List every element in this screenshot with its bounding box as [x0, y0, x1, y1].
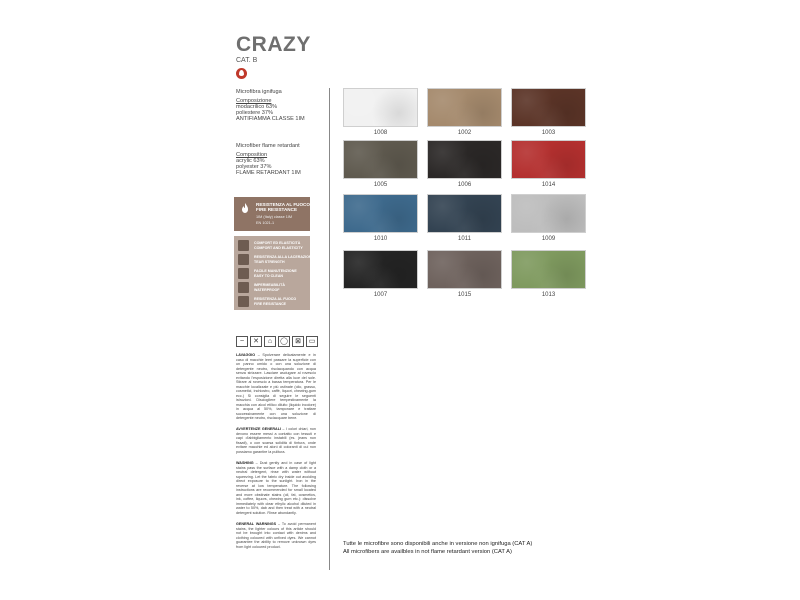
- washing-text: – Dust gently and in case of light stains pass the surface with a damp cloth or a neutral detergent, rinse with water without squeezing. Let the fabric dry inside out avoiding direct exposure to the sunlight. Iron in the reverse at low temperature. The following instructions are recommended for small located and more obstinate stains (oil, fat, cosmetics, ink, coffee, liquors, chewing gum etc.): dissolve immediately with clear ethylic alcohol diluted in water to 50%, dab and then treat with a neutral detergent solution. Rinse abundantly.: [236, 461, 316, 515]
- property-row: [238, 296, 308, 308]
- composition-line-it: poliestere 37%: [236, 110, 274, 116]
- product-title: CRAZY: [236, 33, 311, 56]
- drop-icon: [238, 282, 249, 293]
- flame-icon: [238, 296, 249, 307]
- footer-note-it: Tutte le microfibre sono disponibili anche in versione non ignifuga (CAT A): [343, 541, 533, 547]
- avvertenze-text: – I colori chiari, non devono essere messi a contatto con tessuti e capi d'abbigliamento instabili (es. jeans non fissati), o con scarsa solidità di tintura, onde evitare macchie ed alonì di coloranti di cui non possiamo garantire la pulitura.: [236, 427, 316, 454]
- swatch-code: 1008: [373, 130, 388, 136]
- composition-line-en: polyester 37%: [236, 164, 272, 170]
- warnings-text-en: [236, 522, 316, 549]
- care-text-it: [236, 353, 316, 421]
- swatch-code: 1003: [541, 130, 556, 136]
- swatch-code: 1005: [373, 182, 388, 188]
- swatch-1011: [427, 194, 502, 233]
- material-it: Microfibra ignifuga: [236, 89, 282, 95]
- property-label-it: COMFORT ED ELASTICITÀ: [254, 241, 301, 245]
- swatch-1015: [427, 250, 502, 289]
- sofa-icon: [238, 240, 249, 251]
- avvertenze-title: AVVERTENZE GENERALI: [236, 427, 281, 431]
- property-row: [238, 240, 308, 252]
- no-dryclean-icon: ◯: [278, 336, 290, 347]
- clean-icon: [238, 268, 249, 279]
- composition-line-en: acrylic 63%: [236, 158, 265, 164]
- tear-icon: [238, 254, 249, 265]
- swatch-code: 1002: [457, 130, 472, 136]
- swatch-code: 1006: [457, 182, 472, 188]
- swatch-code: 1009: [541, 236, 556, 242]
- footer-note-en: All microfibers are availbles in not flame retardant version (CAT A): [343, 549, 512, 555]
- care-symbols: [236, 336, 314, 349]
- swatch-1002: [427, 88, 502, 127]
- iron-icon: ⌂: [264, 336, 276, 347]
- property-label-it: IMPERMEABILITÀ: [254, 283, 285, 287]
- material-en: Microfiber flame retardant: [236, 143, 300, 149]
- property-label-it: RESISTENZA ALLA LACERAZIONE: [254, 255, 314, 259]
- property-label-en: COMFORT AND ELASTICITY: [254, 245, 303, 250]
- swatch-1008: [343, 88, 418, 127]
- composition-label-en: Composition: [236, 152, 268, 158]
- swatch-1007: [343, 250, 418, 289]
- washing-title: WASHING: [236, 461, 254, 465]
- swatch-1009: [511, 194, 586, 233]
- swatch-1003: [511, 88, 586, 127]
- property-label-en: TEAR STRENGTH: [254, 259, 285, 264]
- swatch-1005: [343, 140, 418, 179]
- swatch-code: 1013: [541, 292, 556, 298]
- flame-icon: [239, 202, 251, 214]
- no-bleach-icon: ✕: [250, 336, 262, 347]
- property-row: [238, 254, 314, 266]
- product-category: CAT. B: [236, 57, 258, 64]
- swatch-1010: [343, 194, 418, 233]
- fire-title-en: FIRE RESISTANCE: [256, 207, 298, 212]
- lavaggio-title: LAVAGGIO: [236, 353, 256, 357]
- general-warnings-title: GENERAL WARNINGS: [236, 522, 277, 526]
- swatch-code: 1015: [457, 292, 472, 298]
- dry-flat-icon: ▭: [306, 336, 318, 347]
- swatch-1014: [511, 140, 586, 179]
- property-label-en: EASY TO CLEAN: [254, 273, 284, 278]
- property-label-en: FIRE RESISTANCE: [254, 301, 287, 306]
- no-tumble-icon: ⊠: [292, 336, 304, 347]
- fire-resistance-panel: [234, 197, 310, 231]
- general-warnings-text: – To avoid permanent stains, the lighter colours of this article should not be brought into contact with denims and clothing coloured with unfixed dyes. We cannot guarantee the ability to remove unknown dyes from light coloured product.: [236, 522, 316, 549]
- swatch-code: 1011: [458, 236, 471, 242]
- warnings-text-it: [236, 427, 316, 454]
- fire-norm: EN 1021-1: [256, 221, 275, 225]
- swatch-code: 1007: [373, 292, 388, 298]
- composition-line-en: FLAME RETARDANT 1IM: [236, 170, 301, 176]
- swatch-code: 1014: [541, 182, 556, 188]
- composition-label-it: Composizione: [236, 98, 272, 104]
- swatch-1006: [427, 140, 502, 179]
- composition-line-it: modacrilico 63%: [236, 104, 278, 110]
- fire-icon: [236, 68, 247, 79]
- swatch-1013: [511, 250, 586, 289]
- fire-norm: 1IM (Italy) classe 1IM: [256, 215, 293, 219]
- property-row: [238, 268, 308, 280]
- property-label-it: RESISTENZA AL FUOCO: [254, 297, 297, 301]
- property-label-en: WATERPROOF: [254, 287, 280, 292]
- composition-line-it: ANTIFIAMMA CLASSE 1IM: [236, 116, 305, 122]
- property-label-it: FACILE MANUTENZIONE: [254, 269, 297, 273]
- wash-30-icon: ~: [236, 336, 248, 347]
- fire-title-it: RESISTENZA AL FUOCO: [256, 202, 310, 207]
- column-divider: [329, 88, 330, 570]
- properties-panel: [234, 236, 314, 310]
- care-text-en: [236, 461, 316, 515]
- swatch-code: 1010: [373, 236, 388, 242]
- property-row: [238, 282, 308, 294]
- lavaggio-text: – Spolverare delicatamente e in caso di macchie leeri passare la superficie con un panno umido o con una soluzione di detergente neutro, risciacquando con acqua senza strizzare. Lasciare asciugare al rovescio evitando l'esposizione diretta alla luce del sole. Stirare al rovescio a bassa temperatura. Per le macchie localizzate e più ostinate (olio, grasso, cosmetici, inchiostro, caffè, liquori, chewing-gum ecc.) Si consiglia di seguire le seguenti istruzioni. Disciogliere tempestivamente la macchia con alcol etilico diluito (liquido incolore) in acqua al 50%, tamponare e trattare successivamente con una soluzione di detergente neutro, risciacquare bene.: [236, 353, 316, 420]
